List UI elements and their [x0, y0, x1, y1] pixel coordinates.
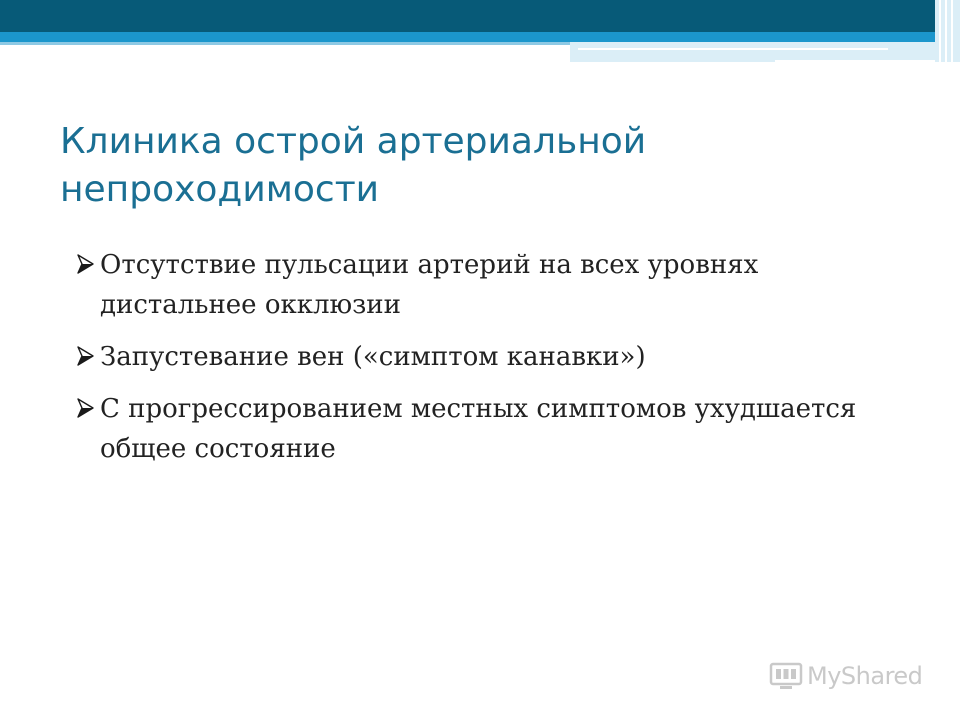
top-stripe	[0, 32, 935, 42]
top-stripe-line	[775, 60, 935, 62]
top-stripe-accent	[570, 42, 935, 62]
banner-right-bars	[935, 0, 960, 62]
top-stripe-light	[0, 42, 570, 45]
watermark	[768, 656, 938, 696]
bullet-text: С прогрессированием местных симптомов ухудшается общее состояние	[100, 394, 857, 464]
bullet-text: Запустевание вен («симптом канавки»)	[100, 342, 646, 372]
bullet-list	[76, 245, 876, 481]
bullet-item	[76, 389, 876, 469]
top-stripe-line	[578, 48, 888, 50]
watermark-text: MyShared	[807, 662, 923, 690]
arrow-bullet-icon	[76, 254, 94, 274]
bullet-text: Отсутствие пульсации артерий на всех уровнях дистальнее окклюзии	[100, 250, 759, 320]
slide-title: Клиника острой артериальной непроходимости	[60, 121, 647, 210]
top-banner	[0, 0, 960, 32]
arrow-bullet-icon	[76, 346, 94, 366]
myshared-logo-icon	[768, 658, 804, 694]
bullet-item	[76, 337, 876, 377]
bullet-item	[76, 245, 876, 325]
arrow-bullet-icon	[76, 398, 94, 418]
